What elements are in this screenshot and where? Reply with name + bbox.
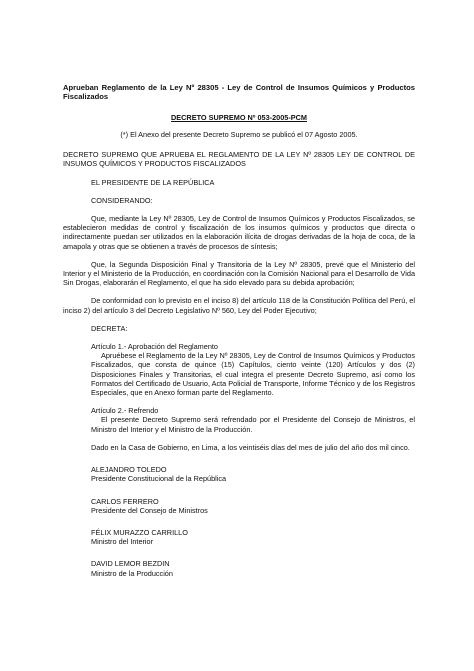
signature-role: Ministro de la Producción [91, 568, 173, 578]
signature-role: Presidente del Consejo de Ministros [91, 505, 208, 515]
president-line: EL PRESIDENTE DE LA REPÚBLICA [91, 177, 215, 187]
closing-paragraph: Dado en la Casa de Gobierno, en Lima, a los veintiséis días del mes de julio del año dos mil cinco. [91, 442, 410, 452]
signature-1 [63, 465, 415, 483]
annex-note: (*) El Anexo del presente Decreto Supremo se publicó el 07 Agosto 2005. [120, 130, 358, 140]
decree-heading: DECRETO SUPREMO QUE APRUEBA EL REGLAMENTO DE LA LEY Nº 28305 LEY DE CONTROL DE INSUMOS QUÍMICOS Y PRODUCTOS FISCALIZADOS [63, 150, 415, 169]
signature-name: ALEJANDRO TOLEDO [91, 465, 167, 475]
signature-role: Presidente Constitucional de la República [91, 474, 227, 484]
signature-name: FÉLIX MURAZZO CARRILLO [91, 527, 188, 537]
article-2-title: Artículo 2.- Refrendo [91, 406, 159, 416]
decreta-heading: DECRETA: [91, 323, 128, 333]
article-1-text: Apruébese el Reglamento de la Ley Nº 28305, Ley de Control de Insumos Químicos y Productos Fiscalizados, que consta de quince (15) Capítulos, ciento veinte (120) Artículos y dos (2) Disposiciones Finales y Transitorias, el cual integra el presente Decreto Supremo, así como los Formatos del Certificado de Usuario, Acta Policial de Transporte, Informe Técnico y de los Registros Especiales, que en Anexo forman parte del Reglamento. [91, 351, 415, 398]
article-1-body [63, 351, 415, 397]
signature-4 [63, 559, 415, 577]
signature-role: Ministro del Interior [91, 537, 154, 547]
paragraph-1: Que, mediante la Ley Nº 28305, Ley de Control de Insumos Químicos y Productos Fiscalizados, se establecieron medidas de control y fiscalización de los insumos químicos y productos que directa o indirectamente puedan ser utilizados en la elaboración ilícita de drogas derivadas de la hoja de coca, de la amapola y otras que se obtienen a través de procesos de síntesis; [63, 214, 415, 251]
article-2-text: El presente Decreto Supremo será refrendado por el Presidente del Consejo de Ministros, el Ministro del Interior y el Ministro de la Producción. [91, 415, 415, 434]
paragraph-2: Que, la Segunda Disposición Final y Transitoria de la Ley Nº 28305, prevé que el Ministerio del Interior y el Ministerio de la Producción, en coordinación con la Comisión Nacional para el Desarrollo de Vida Sin Drogas, elaborarán el Reglamento, el que ha sido elevado para su debida aprobación; [63, 259, 415, 288]
signature-name: DAVID LEMOR BEZDIN [91, 559, 170, 569]
document-title: Aprueban Reglamento de la Ley Nº 28305 - Ley de Control de Insumos Químicos y Productos Fiscalizados [63, 83, 415, 102]
signature-3 [63, 528, 415, 546]
signature-2 [63, 497, 415, 515]
article-1-title: Artículo 1.- Aprobación del Reglamento [91, 342, 218, 352]
article-2-body [63, 415, 415, 433]
signature-name: CARLOS FERRERO [91, 496, 159, 506]
decree-number: DECRETO SUPREMO Nº 053-2005-PCM [171, 112, 307, 122]
document-content [63, 83, 415, 578]
considerando-heading: CONSIDERANDO: [91, 195, 153, 205]
paragraph-3: De conformidad con lo previsto en el inciso 8) del artículo 118 de la Constitución Política del Perú, el inciso 2) del artículo 3 del Decreto Legislativo Nº 560, Ley del Poder Ejecutivo; [63, 296, 415, 315]
